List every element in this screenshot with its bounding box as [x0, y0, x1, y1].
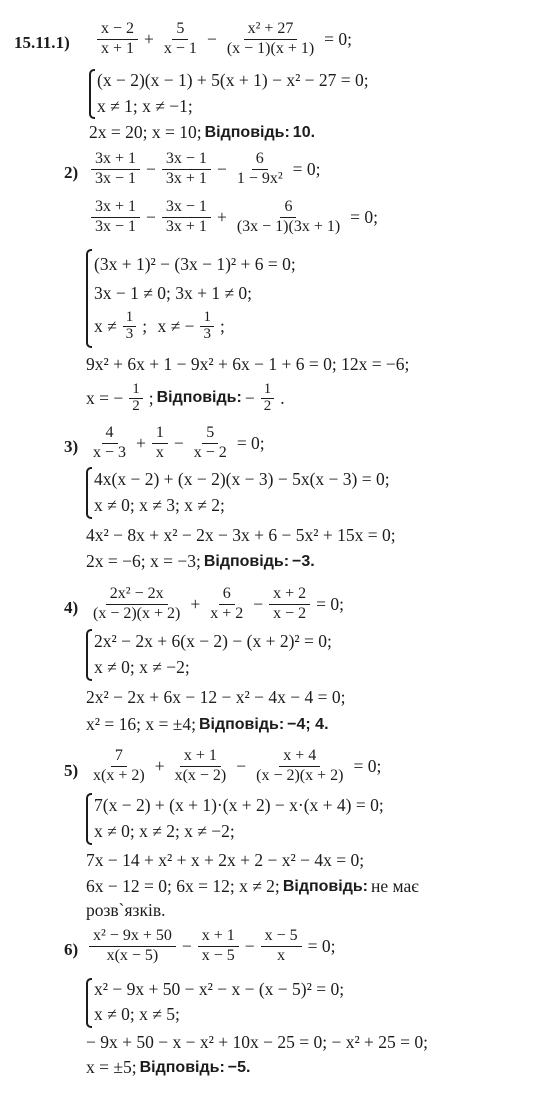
item-label: 5): [64, 761, 79, 780]
step-line: розв`язків.: [86, 900, 166, 920]
system-line: 2x² − 2x + 6(x − 2) − (x + 2)² = 0;: [94, 631, 332, 651]
system-line: x ≠ 0; x ≠ 2; x ≠ −2;: [94, 821, 235, 841]
eq-4: $\frac{\text{2x² − 2x}}{(x - 2)(x + 2)}$ + $\frac{6}{x + 2}$ − $\frac{x + 2}{x - 2}$ = 0;: [93, 585, 345, 622]
step-line: 2x = 20; x = 10; Відповідь: 10.: [89, 122, 316, 142]
system-line: (x − 2)(x − 1) + 5(x + 1) − x² − 27 = 0;: [97, 70, 369, 90]
system-line: 7(x − 2) + (x + 1)·(x + 2) − x·(x + 4) = 0;: [94, 795, 384, 815]
system-line: x ≠ 0; x ≠ 3; x ≠ 2;: [94, 495, 225, 515]
eq-2b: $\frac{3x + 1}{3x - 1}$ − $\frac{3x - 1}{3x + 1}$ + $\frac{6}{(3x - 1)(3x + 1)}$ = 0;: [88, 198, 378, 237]
step-line: 7x − 14 + x² + x + 2x + 2 − x² − 4x = 0;: [86, 850, 365, 870]
step-line: 2x = −6; x = −3; Відповідь: −3.: [86, 551, 315, 571]
system-brace: [86, 629, 92, 681]
eq-5: $\frac{7}{x(x + 2)}$ + $\frac{x + 1}{x(x - 2)}$ − $\frac{x + 4}{(x - 2)(x + 2)}$ = 0;: [93, 747, 382, 784]
system-brace: [86, 467, 92, 519]
system-line: x ≠ 1; x ≠ −1;: [97, 96, 193, 116]
system-line: 4x(x − 2) + (x − 2)(x − 3) − 5x(x − 3) = 0;: [94, 469, 390, 489]
eq-6: $\frac{\text{x² − 9x + 50}}{x(x - 5)}$ − $\frac{x + 1}{x - 5}$ − $\frac{x - 5}{x}$ = 0;: [86, 927, 336, 966]
system-brace: [89, 69, 95, 119]
system-brace: [86, 793, 92, 845]
step-line: − 9x + 50 − x − x² + 10x − 25 = 0; − x² + 25 = 0;: [86, 1032, 429, 1052]
item-label: 2): [64, 163, 79, 182]
step-line: 9x² + 6x + 1 − 9x² + 6x − 1 + 6 = 0; 12x = −6;: [86, 354, 410, 374]
system-line: x ≠ 0; x ≠ 5;: [94, 1004, 180, 1024]
eq-1: $\frac{x - 2}{x + 1}$ + $\frac{5}{x - 1}$ − $\frac{\text{x² + 27}}{(x - 1)(x + 1)}$ = 0;: [94, 20, 352, 59]
system-line: x ≠ 0; x ≠ −2;: [94, 657, 190, 677]
problem-number: 15.11.1): [14, 33, 70, 52]
system-line: 3x − 1 ≠ 0; 3x + 1 ≠ 0;: [94, 283, 253, 303]
step-line: 4x² − 8x + x² − 2x − 3x + 6 − 5x² + 15x = 0;: [86, 525, 396, 545]
item-label: 3): [64, 437, 79, 456]
system-brace: [86, 978, 92, 1028]
item-label: 6): [64, 940, 79, 959]
eq-2: $\frac{3x + 1}{3x - 1}$ − $\frac{3x - 1}{3x + 1}$ − $\frac{6}{\text{1 − 9x²}}$ = 0;: [88, 150, 321, 189]
system-line: x² − 9x + 50 − x² − x − (x − 5)² = 0;: [94, 979, 345, 999]
step-line: x² = 16; x = ±4; Відповідь: −4; 4.: [86, 714, 329, 734]
system-brace: [86, 249, 92, 348]
step-line: 6x − 12 = 0; 6x = 12; x ≠ 2; Відповідь: не має: [86, 876, 419, 896]
step-line: x = ±5; Відповідь: −5.: [86, 1057, 251, 1077]
system-line: x ≠ $\frac{1}{3}$ ; x ≠ − $\frac{1}{3}$ ;: [94, 309, 225, 342]
eq-3: $\frac{4}{x - 3}$ + $\frac{1}{x}$ − $\frac{5}{x - 2}$ = 0;: [93, 424, 265, 461]
step-line: x = − $\frac{1}{2}$ ; Відповідь: − $\frac{1}{2}$ .: [86, 381, 285, 414]
system-line: (3x + 1)² − (3x − 1)² + 6 = 0;: [94, 254, 296, 274]
item-label: 4): [64, 598, 79, 617]
step-line: 2x² − 2x + 6x − 12 − x² − 4x − 4 = 0;: [86, 687, 346, 707]
